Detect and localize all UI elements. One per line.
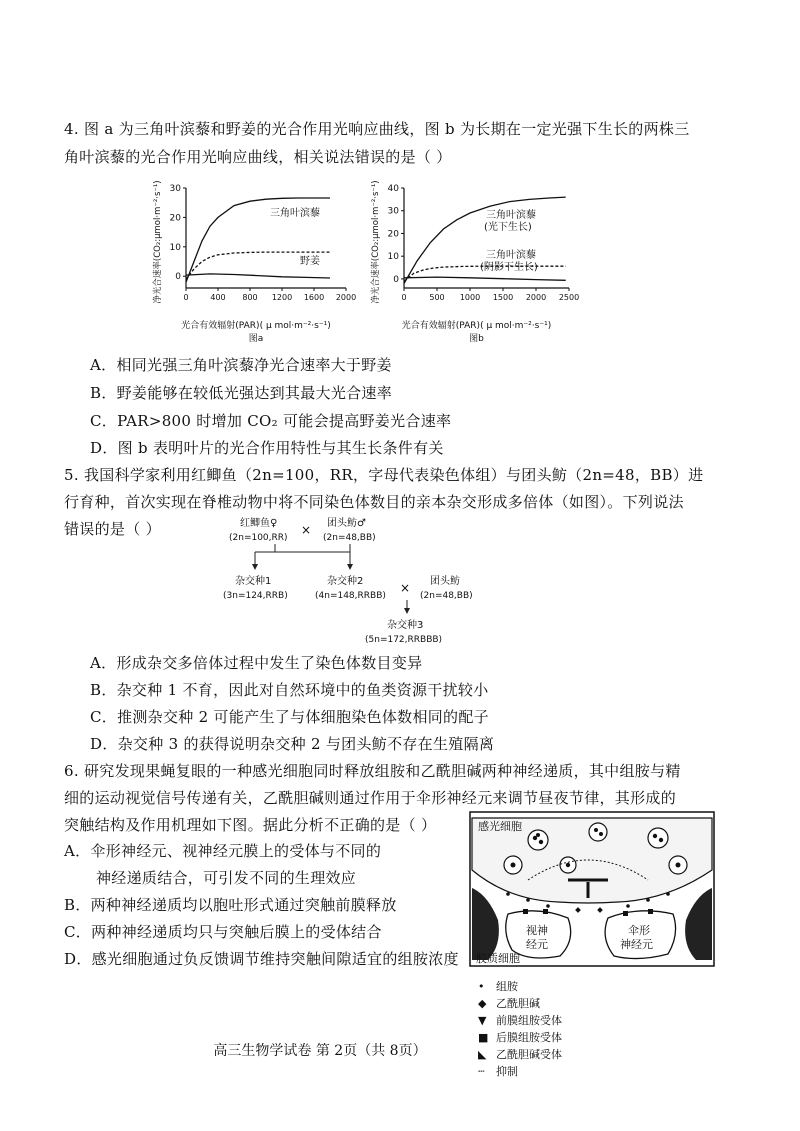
series-label: 三角叶滨藜	[486, 210, 536, 221]
q5-option-c: C．推测杂交种 2 可能产生了与体细胞染色体数相同的配子	[90, 708, 489, 726]
label-umbrella-neuron-2: 神经元	[620, 938, 653, 951]
q6-option-d: D．感光细胞通过负反馈调节维持突触间隙适宜的组胺浓度	[64, 950, 459, 968]
series-label: 野姜	[300, 256, 320, 267]
diamond-icon: ◆	[478, 997, 487, 1010]
parent2-info: (2n=48,BB)	[323, 533, 376, 543]
series-label: 三角叶滨藜	[270, 208, 320, 219]
y-axis-label: 净光合速率(CO₂:μmol·m⁻²·s⁻¹)	[153, 180, 163, 304]
chart-b	[368, 178, 588, 348]
dotted-arrow-icon: ┄	[478, 1065, 485, 1078]
q5-stem-line3: 错误的是（ ）	[64, 520, 161, 538]
arrowhead-hybrid2	[347, 564, 353, 570]
vesicle-3	[648, 828, 668, 848]
label-visual-neuron-1: 视神	[526, 924, 548, 937]
x-axis-label: 光合有效辐射(PAR)( μ mol·m⁻²·s⁻¹)	[181, 321, 331, 331]
y-axis-label: 净光合速率(CO₂:μmol·m⁻²·s⁻¹)	[371, 180, 381, 304]
q5-option-b: B．杂交种 1 不育，因此对自然环境中的鱼类资源干扰较小	[90, 681, 489, 699]
legend-row-5: ◣ 乙酰胆碱受体	[478, 1048, 562, 1061]
cross-diagram	[215, 512, 515, 650]
y-tick-label: 40	[387, 184, 399, 194]
q4-option-c: C．PAR>800 时增加 CO₂ 可能会提高野姜光合速率	[90, 412, 452, 430]
x-tick-label: 1200	[271, 293, 293, 302]
hybrid1-info: (3n=124,RRB)	[223, 591, 288, 601]
series-label: (阴影下生长)	[480, 262, 538, 273]
x-tick-label: 0	[401, 293, 407, 302]
hybrid1-name: 杂交种1	[235, 576, 272, 587]
x-tick-label: 1500	[492, 293, 514, 302]
series-line-2	[186, 274, 330, 278]
label-visual-neuron-2: 经元	[526, 938, 548, 951]
q4-option-a: A．相同光强三角叶滨藜净光合速率大于野姜	[90, 356, 392, 374]
x-tick-label: 800	[242, 293, 258, 302]
vesicle-2	[589, 823, 607, 841]
x-tick-label: 500	[429, 293, 445, 302]
x-tick-label: 400	[210, 293, 226, 302]
q6-stem-line2: 细的运动视觉信号传递有关，乙酰胆碱则通过作用于伞形神经元来调节昼夜节律，其形成的	[64, 789, 677, 807]
legend-row-2: ◆ 乙酰胆碱	[478, 997, 540, 1010]
parent3-info: (2n=48,BB)	[420, 591, 473, 601]
legend-row-1: • 组胺	[478, 980, 518, 993]
x-tick-label: 1000	[459, 293, 481, 302]
hook-icon: ◣	[478, 1048, 487, 1061]
q6-option-a-line2: 神经递质结合，可引发不同的生理效应	[96, 869, 357, 887]
chart-caption: 图a	[248, 334, 264, 344]
y-tick-label: 0	[393, 274, 399, 285]
q6-stem-line1: 6. 研究发现果蝇复眼的一种感光细胞同时释放组胺和乙酰胆碱两种神经递质，其中组胺与精	[64, 762, 681, 780]
x-tick-label: 2000	[525, 293, 547, 302]
q6-option-b: B．两种神经递质均以胞吐形式通过突触前膜释放	[64, 896, 397, 914]
q5-stem-line1: 5. 我国科学家利用红鲫鱼（2n=100，RR，字母代表染色体组）与团头鲂（2n=48，BB）进	[64, 466, 704, 484]
chart-caption: 图b	[469, 334, 484, 344]
arrowhead-hybrid1	[252, 564, 258, 570]
legend-row-3: ▼ 前膜组胺受体	[478, 1014, 562, 1027]
series-line-2	[404, 277, 566, 280]
arrowhead-hybrid3	[404, 608, 410, 614]
y-tick-label: 0	[175, 272, 181, 283]
y-tick-label: 20	[387, 229, 399, 240]
parent3-name: 团头鲂	[430, 576, 460, 587]
q6-stem-line3: 突触结构及作用机理如下图。据此分析不正确的是（ ）	[64, 816, 437, 834]
cross-symbol-2: ×	[400, 581, 411, 595]
hybrid3-name: 杂交种3	[387, 620, 424, 631]
y-tick-label: 10	[387, 252, 399, 263]
y-tick-label: 30	[169, 184, 181, 194]
label-glia: 胶质细胞	[476, 952, 520, 965]
label-photoreceptor: 感光细胞	[478, 820, 522, 833]
series-label: (光下生长)	[484, 222, 532, 233]
parent1-info: (2n=100,RR)	[229, 533, 288, 543]
page-footer: 高三生物学试卷 第 2页（共 8页）	[213, 1043, 427, 1059]
q4-stem-line1: 4. 图 a 为三角叶滨藜和野姜的光合作用光响应曲线，图 b 为长期在一定光强下生长的两株三	[64, 120, 690, 138]
parent1-name: 红鲫鱼♀	[240, 518, 278, 529]
hybrid2-info: (4n=148,RRBB)	[315, 591, 386, 601]
x-tick-label: 0	[183, 293, 189, 302]
q5-option-d: D．杂交种 3 的获得说明杂交种 2 与团头鲂不存在生殖隔离	[90, 735, 495, 753]
q4-option-b: B．野姜能够在较低光强达到其最大光合速率	[90, 384, 393, 402]
y-tick-label: 30	[387, 206, 399, 217]
legend-row-6: ┄ 抑制	[478, 1065, 518, 1078]
x-tick-label: 1600	[303, 293, 325, 302]
q4-stem-line2: 角叶滨藜的光合作用光响应曲线，相关说法错误的是（ ）	[64, 148, 452, 166]
x-axis-label: 光合有效辐射(PAR)( μ mol·m⁻²·s⁻¹)	[401, 321, 552, 331]
series-label: 三角叶滨藜	[486, 250, 536, 261]
q6-option-a-line1: A．伞形神经元、视神经元膜上的受体与不同的	[64, 842, 382, 860]
cross-symbol-1: ×	[301, 523, 312, 537]
q6-option-c: C．两种神经递质均只与突触后膜上的受体结合	[64, 923, 382, 941]
x-tick-label: 2500	[558, 293, 580, 302]
y-tick-label: 10	[169, 242, 181, 253]
x-tick-label: 2000	[335, 293, 357, 302]
hybrid3-info: (5n=172,RRBBB)	[365, 635, 443, 645]
y-tick-label: 20	[169, 213, 181, 224]
q5-option-a: A．形成杂交多倍体过程中发生了染色体数目变异	[90, 654, 423, 672]
chart-a	[150, 178, 365, 348]
parent2-name: 团头鲂♂	[327, 518, 366, 529]
block-icon: ■	[478, 1031, 489, 1044]
dot-icon: •	[478, 980, 485, 993]
hybrid2-name: 杂交种2	[327, 576, 364, 587]
q5-stem-line2: 行育种，首次实现在脊椎动物中将不同染色体数目的亲本杂交形成多倍体（如图）。下列说法	[64, 493, 684, 511]
synapse-figure	[468, 810, 718, 970]
q4-option-d: D．图 b 表明叶片的光合作用特性与其生长条件有关	[90, 439, 444, 457]
cup-icon: ▼	[478, 1014, 487, 1027]
legend-row-4: ■ 后膜组胺受体	[478, 1031, 562, 1044]
label-umbrella-neuron-1: 伞形	[628, 924, 650, 937]
